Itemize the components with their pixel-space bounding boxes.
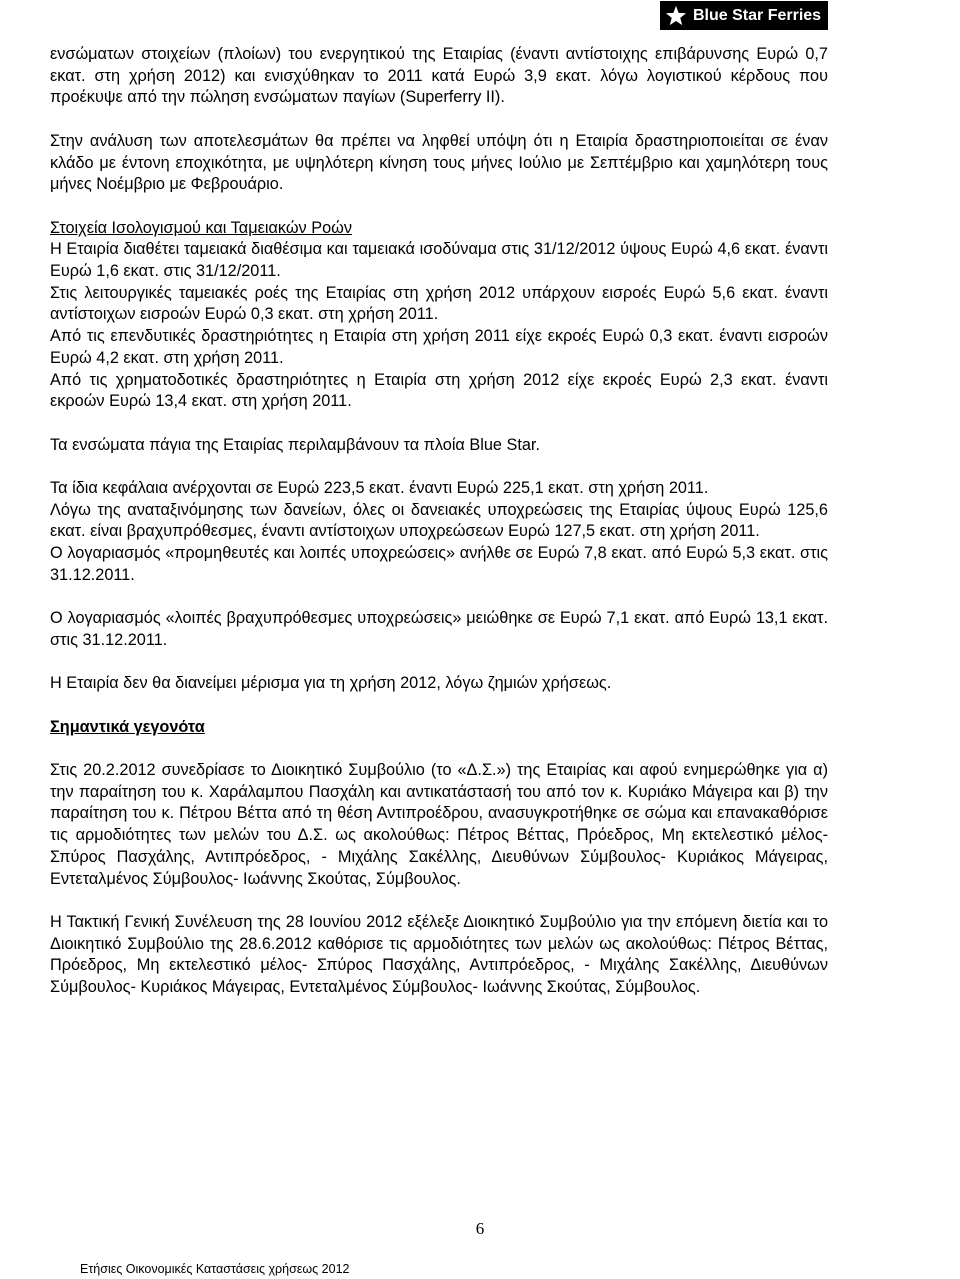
page-number: 6 xyxy=(475,1219,485,1238)
subheading-balance-sheet: Στοιχεία Ισολογισμού και Ταμειακών Ροών xyxy=(50,218,352,237)
heading-important-events: Σημαντικά γεγονότα xyxy=(50,717,205,736)
paragraph-suppliers: Ο λογαριασμός «προμηθευτές και λοιπές υποχρεώσεις» ανήλθε σε Ευρώ 7,8 εκατ. από Ευρώ 5,3 εκατ. στις 31.12.2011. xyxy=(50,544,828,584)
paragraph-fixed-assets: Τα ενσώματα πάγια της Εταιρίας περιλαμβάνουν τα πλοία Blue Star. xyxy=(50,435,540,454)
paragraph-general-assembly: Η Τακτική Γενική Συνέλευση της 28 Ιουνίου 2012 εξέλεξε Διοικητικό Συμβούλιο για την επόμενη διετία και το Διοικητικό Συμβούλιο της 28.6.2012 καθόρισε τις αρμοδιότητες των μελών ως ακολούθως: Πέτρος Βέττας, Πρόεδρος, Μη εκτελεστικό μέλος- Σπύρος Πασχάλης, Αντιπρόεδρος, - Μιχάλης Σακέλλης, Διευθύνων Σύμβουλος- Κυριάκος Μάγειρας, Εντεταλμένος Σύμβουλος- Ιωάννης Σκούτας, Σύμβουλος. xyxy=(50,912,828,997)
paragraph-loans: Λόγω της αναταξινόμησης των δανείων, όλες οι δανειακές υποχρεώσεις της Εταιρίας ύψους Ευρώ 125,6 εκατ. είναι βραχυπρόθεσμες, έναντι αντίστοιχων υποχρεώσεων Ευρώ 127,5 εκατ. στη χρήση 2011. xyxy=(50,500,828,541)
paragraph-investing-flows: Από τις επενδυτικές δραστηριότητες η Εταιρία στη χρήση 2011 είχε εκροές Ευρώ 0,3 εκατ. έναντι εισροών Ευρώ 4,2 εκατ. στη χρήση 2011. xyxy=(50,327,828,367)
paragraph-operating-flows: Στις λειτουργικές ταμειακές ροές της Εταιρίας στη χρήση 2012 υπάρχουν εισροές Ευρώ 5,6 εκατ. έναντι αντίστοιχων εισροών Ευρώ 0,3 εκατ. στη χρήση 2011. xyxy=(50,283,828,324)
paragraph-seasonality: Στην ανάλυση των αποτελεσμάτων θα πρέπει να ληφθεί υπόψη ότι η Εταιρία δραστηριοποιείται σε έναν κλάδο με έντονη εποχικότητα, με υψηλότερη κίνηση τους μήνες Ιούλιο με Σεπτέμβριο και χαμηλότερη τους μήνες Νοέμβριο με Φεβρουάριο. xyxy=(50,131,828,194)
company-logo xyxy=(660,1,828,30)
paragraph-dividend: Η Εταιρία δεν θα διανείμει μέρισμα για τη χρήση 2012, λόγω ζημιών χρήσεως. xyxy=(50,674,612,693)
document-body xyxy=(50,44,828,999)
logo-text: Blue Star Ferries xyxy=(693,6,822,24)
paragraph-cash: Η Εταιρία διαθέτει ταμειακά διαθέσιμα και ταμειακά ισοδύναμα στις 31/12/2012 ύψους Ευρώ 4,6 εκατ. έναντι Ευρώ 1,6 εκατ. στις 31/12/2011. xyxy=(50,240,828,280)
paragraph-assets: ενσώματων στοιχείων (πλοίων) του ενεργητικού της Εταιρίας (έναντι αντίστοιχης επιβάρυνσης Ευρώ 0,7 εκατ. στη χρήση 2012) και ενισχύθηκαν το 2011 κατά Ευρώ 3,9 εκατ. λόγω λογιστικού κέρδους που προέκυψε από την πώληση ενσώματων παγίων (Superferry II). xyxy=(50,45,828,107)
star-icon xyxy=(665,5,687,27)
footer-text: Ετήσιες Οικονομικές Καταστάσεις χρήσεως 2012 xyxy=(80,1262,350,1276)
paragraph-financing-flows: Από τις χρηματοδοτικές δραστηριότητες η Εταιρία στη χρήση 2012 είχε εκροές Ευρώ 2,3 εκατ. έναντι εκροών Ευρώ 13,4 εκατ. στη χρήση 2011. xyxy=(50,370,828,411)
paragraph-board-meeting: Στις 20.2.2012 συνεδρίασε το Διοικητικό Συμβούλιο (το «Δ.Σ.») της Εταιρίας και αφού ενημερώθηκε για α) την παραίτηση του κ. Χαράλαμπου Πασχάλη και αντικατάστασή του από τον κ. Κυριάκο Μάγειρα και β) την παραίτηση του κ. Πέτρου Βέττα από τη θέση Αντιπροέδρου, ανασυγκροτήθηκε σε σώμα και επανακαθόρισε τις αρμοδιότητες των μελών του Δ.Σ. ως ακολούθως: Πέτρος Βέττας, Πρόεδρος, Μη εκτελεστικό μέλος- Σπύρος Πασχάλης, Αντιπρόεδρος, - Μιχάλης Σακέλλης, Διευθύνων Σύμβουλος- Κυριάκος Μάγειρας, Εντεταλμένος Σύμβουλος- Ιωάννης Σκούτας, Σύμβουλος. xyxy=(50,761,828,888)
paragraph-equity: Τα ίδια κεφάλαια ανέρχονται σε Ευρώ 223,5 εκατ. έναντι Ευρώ 225,1 εκατ. στη χρήση 2011. xyxy=(50,479,709,497)
paragraph-other-liabilities: Ο λογαριασμός «λοιπές βραχυπρόθεσμες υποχρεώσεις» μειώθηκε σε Ευρώ 7,1 εκατ. από Ευρώ 13,1 εκατ. στις 31.12.2011. xyxy=(50,609,828,649)
